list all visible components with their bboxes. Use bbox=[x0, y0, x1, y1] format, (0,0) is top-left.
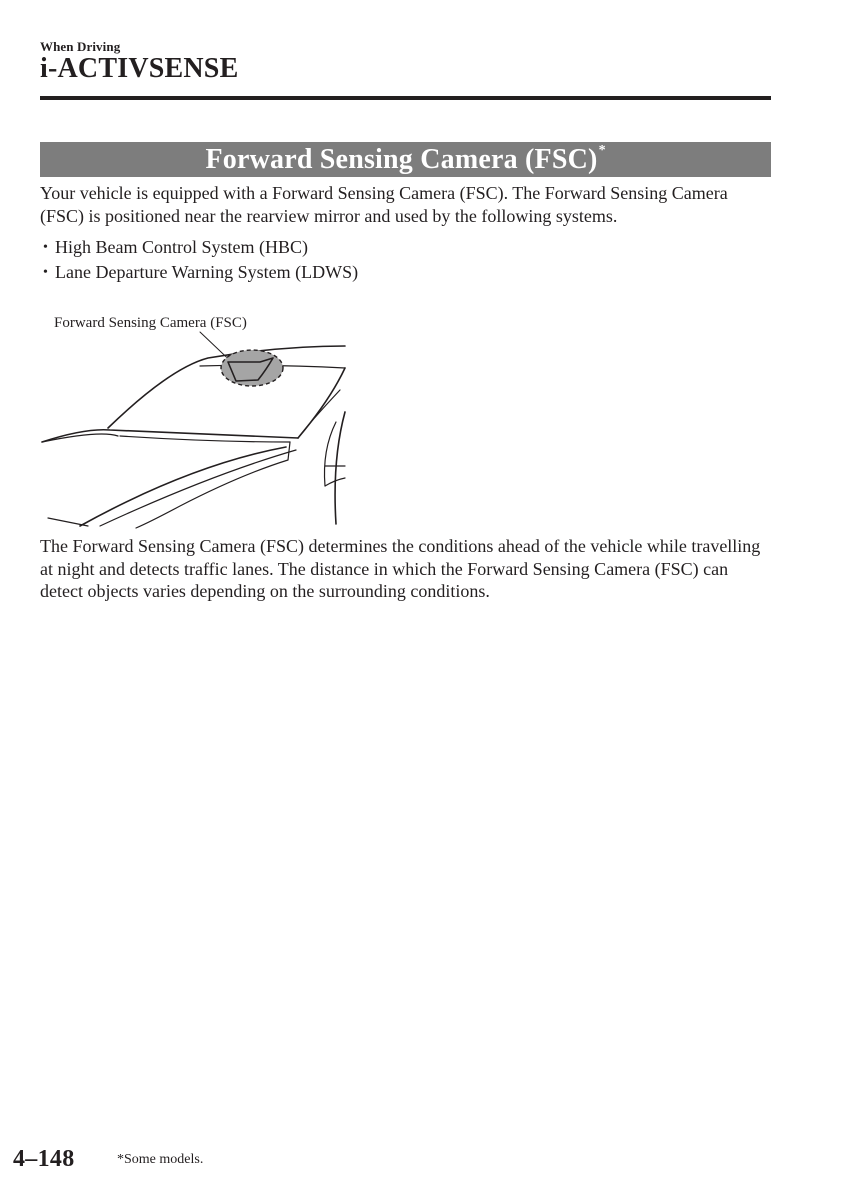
list-item bbox=[43, 236, 358, 261]
outro-paragraph: The Forward Sensing Camera (FSC) determines the conditions ahead of the vehicle while travelling at night and detects traffic lanes. The distance in which the Forward Sensing Camera (FSC) can detect objects varies depending on the surrounding conditions. bbox=[40, 536, 761, 601]
hood-crease bbox=[80, 447, 286, 526]
systems-list bbox=[43, 236, 358, 286]
door-line bbox=[335, 412, 345, 524]
windshield-drawing bbox=[40, 310, 360, 530]
list-item bbox=[43, 261, 358, 286]
intro-paragraph: Your vehicle is equipped with a Forward Sensing Camera (FSC). The Forward Sensing Camera (FSC) is positioned near the rearview mirror and used by the following systems. bbox=[40, 183, 728, 226]
chapter-title: i-ACTIVSENSE bbox=[40, 53, 239, 84]
fsc-location-illustration bbox=[40, 310, 360, 530]
list-item-text: Lane Departure Warning System (LDWS) bbox=[55, 262, 359, 282]
a-pillar bbox=[298, 368, 345, 438]
section-heading: Forward Sensing Camera (FSC) bbox=[205, 144, 598, 175]
page-number: 4–148 bbox=[13, 1146, 75, 1172]
some-models-marker: * bbox=[598, 143, 606, 158]
chapter-rule bbox=[40, 96, 771, 100]
fsc-callout-label: Forward Sensing Camera (FSC) bbox=[54, 315, 247, 331]
bullet-icon: • bbox=[43, 265, 48, 280]
section-heading-bar bbox=[40, 142, 771, 177]
footnote: *Some models. bbox=[117, 1152, 204, 1167]
bullet-icon: • bbox=[43, 240, 48, 255]
list-item-text: High Beam Control System (HBC) bbox=[55, 237, 308, 257]
section-label: When Driving bbox=[40, 39, 121, 54]
